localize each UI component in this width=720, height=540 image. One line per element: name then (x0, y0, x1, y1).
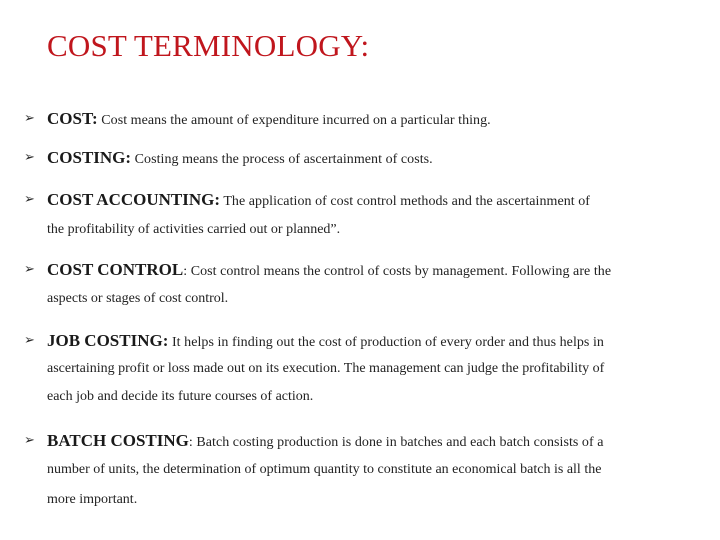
description-continuation: more important. (47, 492, 138, 507)
term-description: The application of cost control methods and the ascertainment of (220, 194, 591, 209)
description-continuation: number of units, the determination of optimum quantity to constitute an economical batch is all the (47, 462, 602, 477)
term-description: : Cost control means the control of costs by management. Following are the (183, 264, 612, 279)
term-label: BATCH COSTING (47, 431, 189, 450)
term-description: : Batch costing production is done in batches and each batch consists of a (188, 435, 604, 450)
arrowhead-bullet-icon: ➢ (24, 262, 35, 277)
page-title: COST TERMINOLOGY: (47, 28, 370, 63)
term-label: COST CONTROL (47, 260, 184, 279)
list-item (24, 431, 708, 508)
description-continuation: ascertaining profit or loss made out on its execution. The management can judge the profitability of (47, 361, 605, 376)
arrowhead-bullet-icon: ➢ (24, 433, 35, 448)
arrowhead-bullet-icon: ➢ (24, 111, 35, 126)
term-description: It helps in finding out the cost of production of every order and thus helps in (168, 335, 604, 350)
term-label: COST ACCOUNTING: (47, 190, 221, 209)
description-continuation: the profitability of activities carried out or planned”. (47, 222, 341, 237)
list-item (24, 109, 708, 129)
list-item (24, 260, 708, 307)
term-label: COSTING: (47, 148, 132, 167)
arrowhead-bullet-icon: ➢ (24, 192, 35, 207)
arrowhead-bullet-icon: ➢ (24, 333, 35, 348)
term-label: JOB COSTING: (47, 331, 169, 350)
description-continuation: aspects or stages of cost control. (47, 291, 229, 306)
list-item (24, 148, 708, 168)
list-item (24, 190, 708, 238)
description-continuation: each job and decide its future courses of action. (47, 389, 314, 404)
arrowhead-bullet-icon: ➢ (24, 150, 35, 165)
term-description: Costing means the process of ascertainment of costs. (131, 152, 433, 167)
term-label: COST: (47, 109, 98, 128)
term-description: Cost means the amount of expenditure incurred on a particular thing. (97, 113, 491, 128)
list-item (24, 331, 708, 405)
